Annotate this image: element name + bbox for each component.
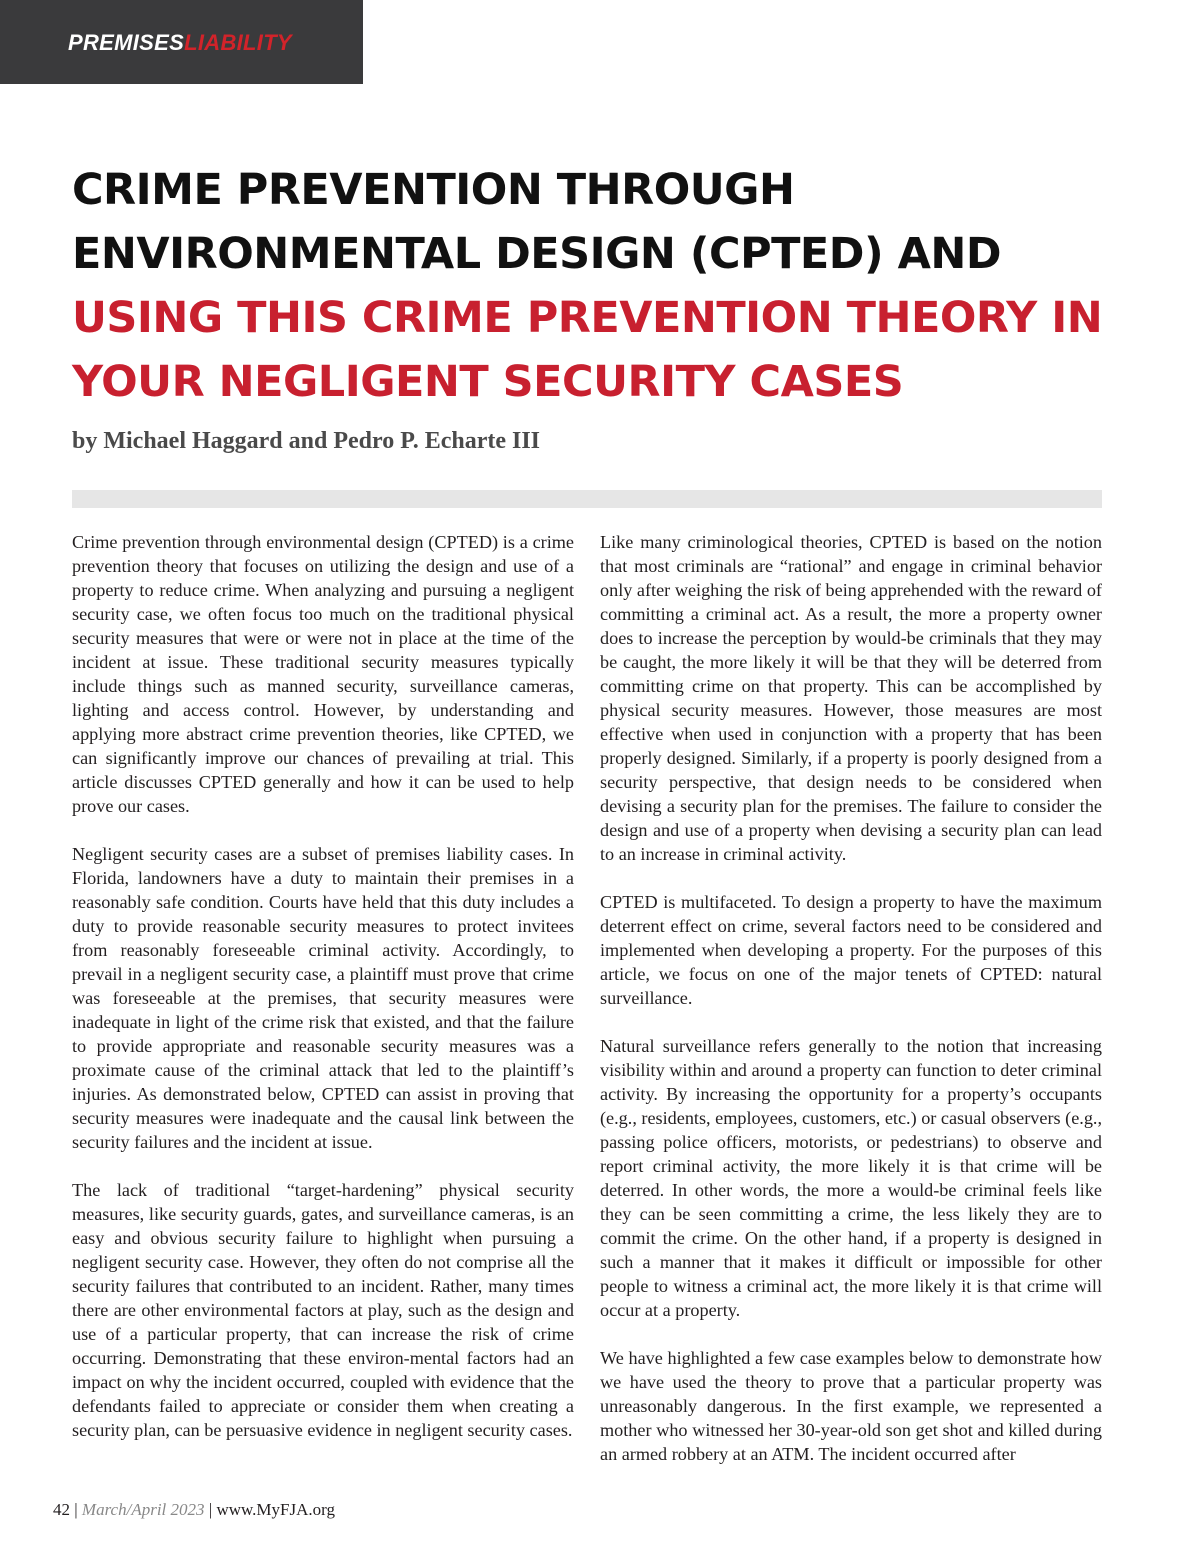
title-line-3: USING THIS CRIME PREVENTION THEORY IN	[72, 293, 1103, 343]
section-tab	[0, 0, 363, 84]
paragraph: The lack of traditional “target-hardening” physical security measures, like security guards, gates, and surveillance cameras, is an easy and obvious security failure to highlight when pursuing a negligent security case. However, they often do not comprise all the security failures that contributed to an incident. Rather, many times there are other environmental factors at play, such as the design and use of a particular property, that can increase the risk of crime occurring. Demonstrating that these environ-mental factors had an impact on why the incident occurred, coupled with evidence that the defendants failed to appreciate or consider them when creating a security plan, can be persuasive evidence in negligent security cases.	[72, 1180, 574, 1440]
page-number: 42	[53, 1500, 70, 1519]
issue-date: March/April 2023	[81, 1500, 205, 1519]
divider-bar	[72, 490, 1102, 508]
footer-separator: |	[74, 1500, 78, 1519]
byline: by Michael Haggard and Pedro P. Echarte III	[72, 428, 541, 454]
paragraph: We have highlighted a few case examples below to demonstrate how we have used the theory to prove that a particular property was unreasonably dangerous. In the first example, we represented a mother who witnessed her 30-year-old son get shot and killed during an armed robbery at an ATM. The incident occurred after	[600, 1348, 1102, 1464]
section-label-accent: LIABILITY	[184, 30, 292, 55]
section-label	[68, 30, 292, 56]
footer-separator: |	[208, 1500, 213, 1519]
paragraph: CPTED is multifaceted. To design a property to have the maximum deterrent effect on crime, several factors need to be considered and implemented when developing a property. For the purposes of this article, we focus on one of the major tenets of CPTED: natural surveillance.	[600, 892, 1102, 1008]
paragraph: Natural surveillance refers generally to the notion that increasing visibility within and around a property can function to deter criminal activity. By increasing the opportunity for a property’s occupants (e.g., residents, employees, customers, etc.) or casual observers (e.g., passing police officers, motorists, or pedestrians) to observe and report criminal activity, the more likely it is that crime will be deterred. In other words, the more a would-be criminal feels like they can be seen committing a crime, the less likely they are to commit the crime. On the other hand, if a property is designed in such a manner that it makes it difficult or impossible for other people to witness a criminal act, the more likely it is that crime will occur at a property.	[600, 1036, 1103, 1320]
right-column	[600, 530, 1102, 1490]
article-title	[72, 158, 1132, 414]
title-line-1: CRIME PREVENTION THROUGH	[72, 165, 795, 215]
paragraph: Negligent security cases are a subset of premises liability cases. In Florida, landowners have a duty to maintain their premises in a reasonably safe condition. Courts have held that this duty includes a duty to provide reasonable security measures to protect invitees from reasonably foreseeable criminal activity. Accordingly, to prevail in a negligent security case, a plaintiff must prove that crime was foreseeable at the premises, that security measures were inadequate in light of the crime risk that existed, and that the failure to provide appropriate and reasonable security measures was a proximate cause of the criminal attack that led to the plaintiff’s injuries. As demonstrated below, CPTED can assist in proving that security measures were inadequate and the causal link between the security failures and the incident at issue.	[72, 844, 574, 1152]
paragraph: Crime prevention through environmental design (CPTED) is a crime prevention theory that focuses on utilizing the design and use of a property to reduce crime. When analyzing and pursuing a negligent security case, we often focus too much on the traditional physical security measures that were or were not in place at the time of the incident at issue. These traditional security measures typically include things such as manned security, surveillance cameras, lighting and access control. However, by understanding and applying more abstract crime prevention theories, like CPTED, we can significantly improve our chances of prevailing at trial. This article discusses CPTED generally and how it can be used to help prove our cases.	[72, 532, 574, 816]
title-line-4: YOUR NEGLIGENT SECURITY CASES	[72, 357, 904, 407]
section-label-primary: PREMISES	[68, 30, 185, 55]
website-link[interactable]: www.MyFJA.org	[216, 1500, 335, 1519]
page-footer	[53, 1500, 335, 1520]
paragraph: Like many criminological theories, CPTED is based on the notion that most criminals are “rational” and engage in criminal behavior only after weighing the risk of being apprehended with the reward of committing a criminal act. As a result, the more a property owner does to increase the perception by would-be criminals that they may be caught, the more likely it will be that they will be deterred from committing crime on that property. This can be accomplished by physical security measures. However, those measures are most effective when used in conjunction with a property that has been properly designed. Similarly, if a property is poorly designed from a security perspective, that design needs to be considered when devising a security plan for the premises. The failure to consider the design and use of a property when devising a security plan can lead to an increase in criminal activity.	[600, 532, 1102, 864]
title-line-2: ENVIRONMENTAL DESIGN (CPTED) AND	[72, 229, 1002, 279]
left-column	[72, 530, 574, 1466]
